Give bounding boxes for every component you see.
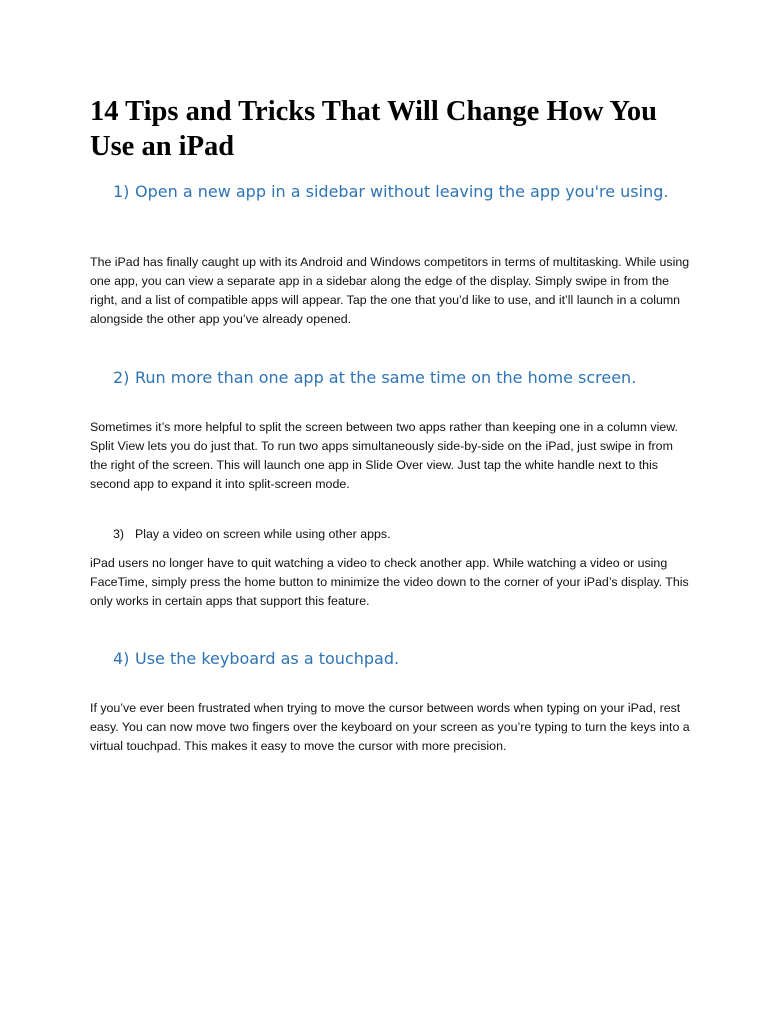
tip-3-heading-text: Play a video on screen while using other apps. <box>135 527 391 541</box>
tip-1-heading-text: Open a new app in a sidebar without leaving the app you're using. <box>135 182 669 201</box>
tip-2-number: 2) <box>113 368 130 387</box>
tip-4-heading <box>113 648 673 670</box>
tip-1-number: 1) <box>113 182 130 201</box>
tip-4-number: 4) <box>113 649 130 668</box>
tip-3-heading <box>113 525 391 544</box>
tip-4-body: If you’ve ever been frustrated when trying to move the cursor between words when typing on your iPad, rest easy. You can now move two fingers over the keyboard on your screen as you’re typing to turn the keys into a virtual touchpad. This makes it easy to move the cursor with more precision. <box>90 701 690 753</box>
tip-2-heading-text: Run more than one app at the same time on the home screen. <box>135 368 637 387</box>
tip-3-number: 3) <box>113 527 125 541</box>
tip-3-body: iPad users no longer have to quit watching a video to check another app. While watching a video or using FaceTime, simply press the home button to minimize the video down to the corner of your iPad’s display. This only works in certain apps that support this feature. <box>90 556 689 608</box>
tip-4-heading-text: Use the keyboard as a touchpad. <box>135 649 400 668</box>
tip-1-heading <box>113 181 673 203</box>
tip-2-heading <box>113 367 693 389</box>
tip-2-body: Sometimes it’s more helpful to split the screen between two apps rather than keeping one in a column view. Split View lets you do just that. To run two apps simultaneously side-by-side on the iPad, just swipe in from the right of the screen. This will launch one app in Slide Over view. Just tap the white handle next to this second app to expand it into split-screen mode. <box>90 420 678 491</box>
document-title: 14 Tips and Tricks That Will Change How You Use an iPad <box>90 96 658 162</box>
tip-1-body: The iPad has finally caught up with its Android and Windows competitors in terms of multitasking. While using one app, you can view a separate app in a sidebar along the edge of the display. Simply swipe in from the right, and a list of compatible apps will appear. Tap the one that you’d like to use, and it’ll launch in a column alongside the other app you’ve already opened. <box>90 255 690 326</box>
